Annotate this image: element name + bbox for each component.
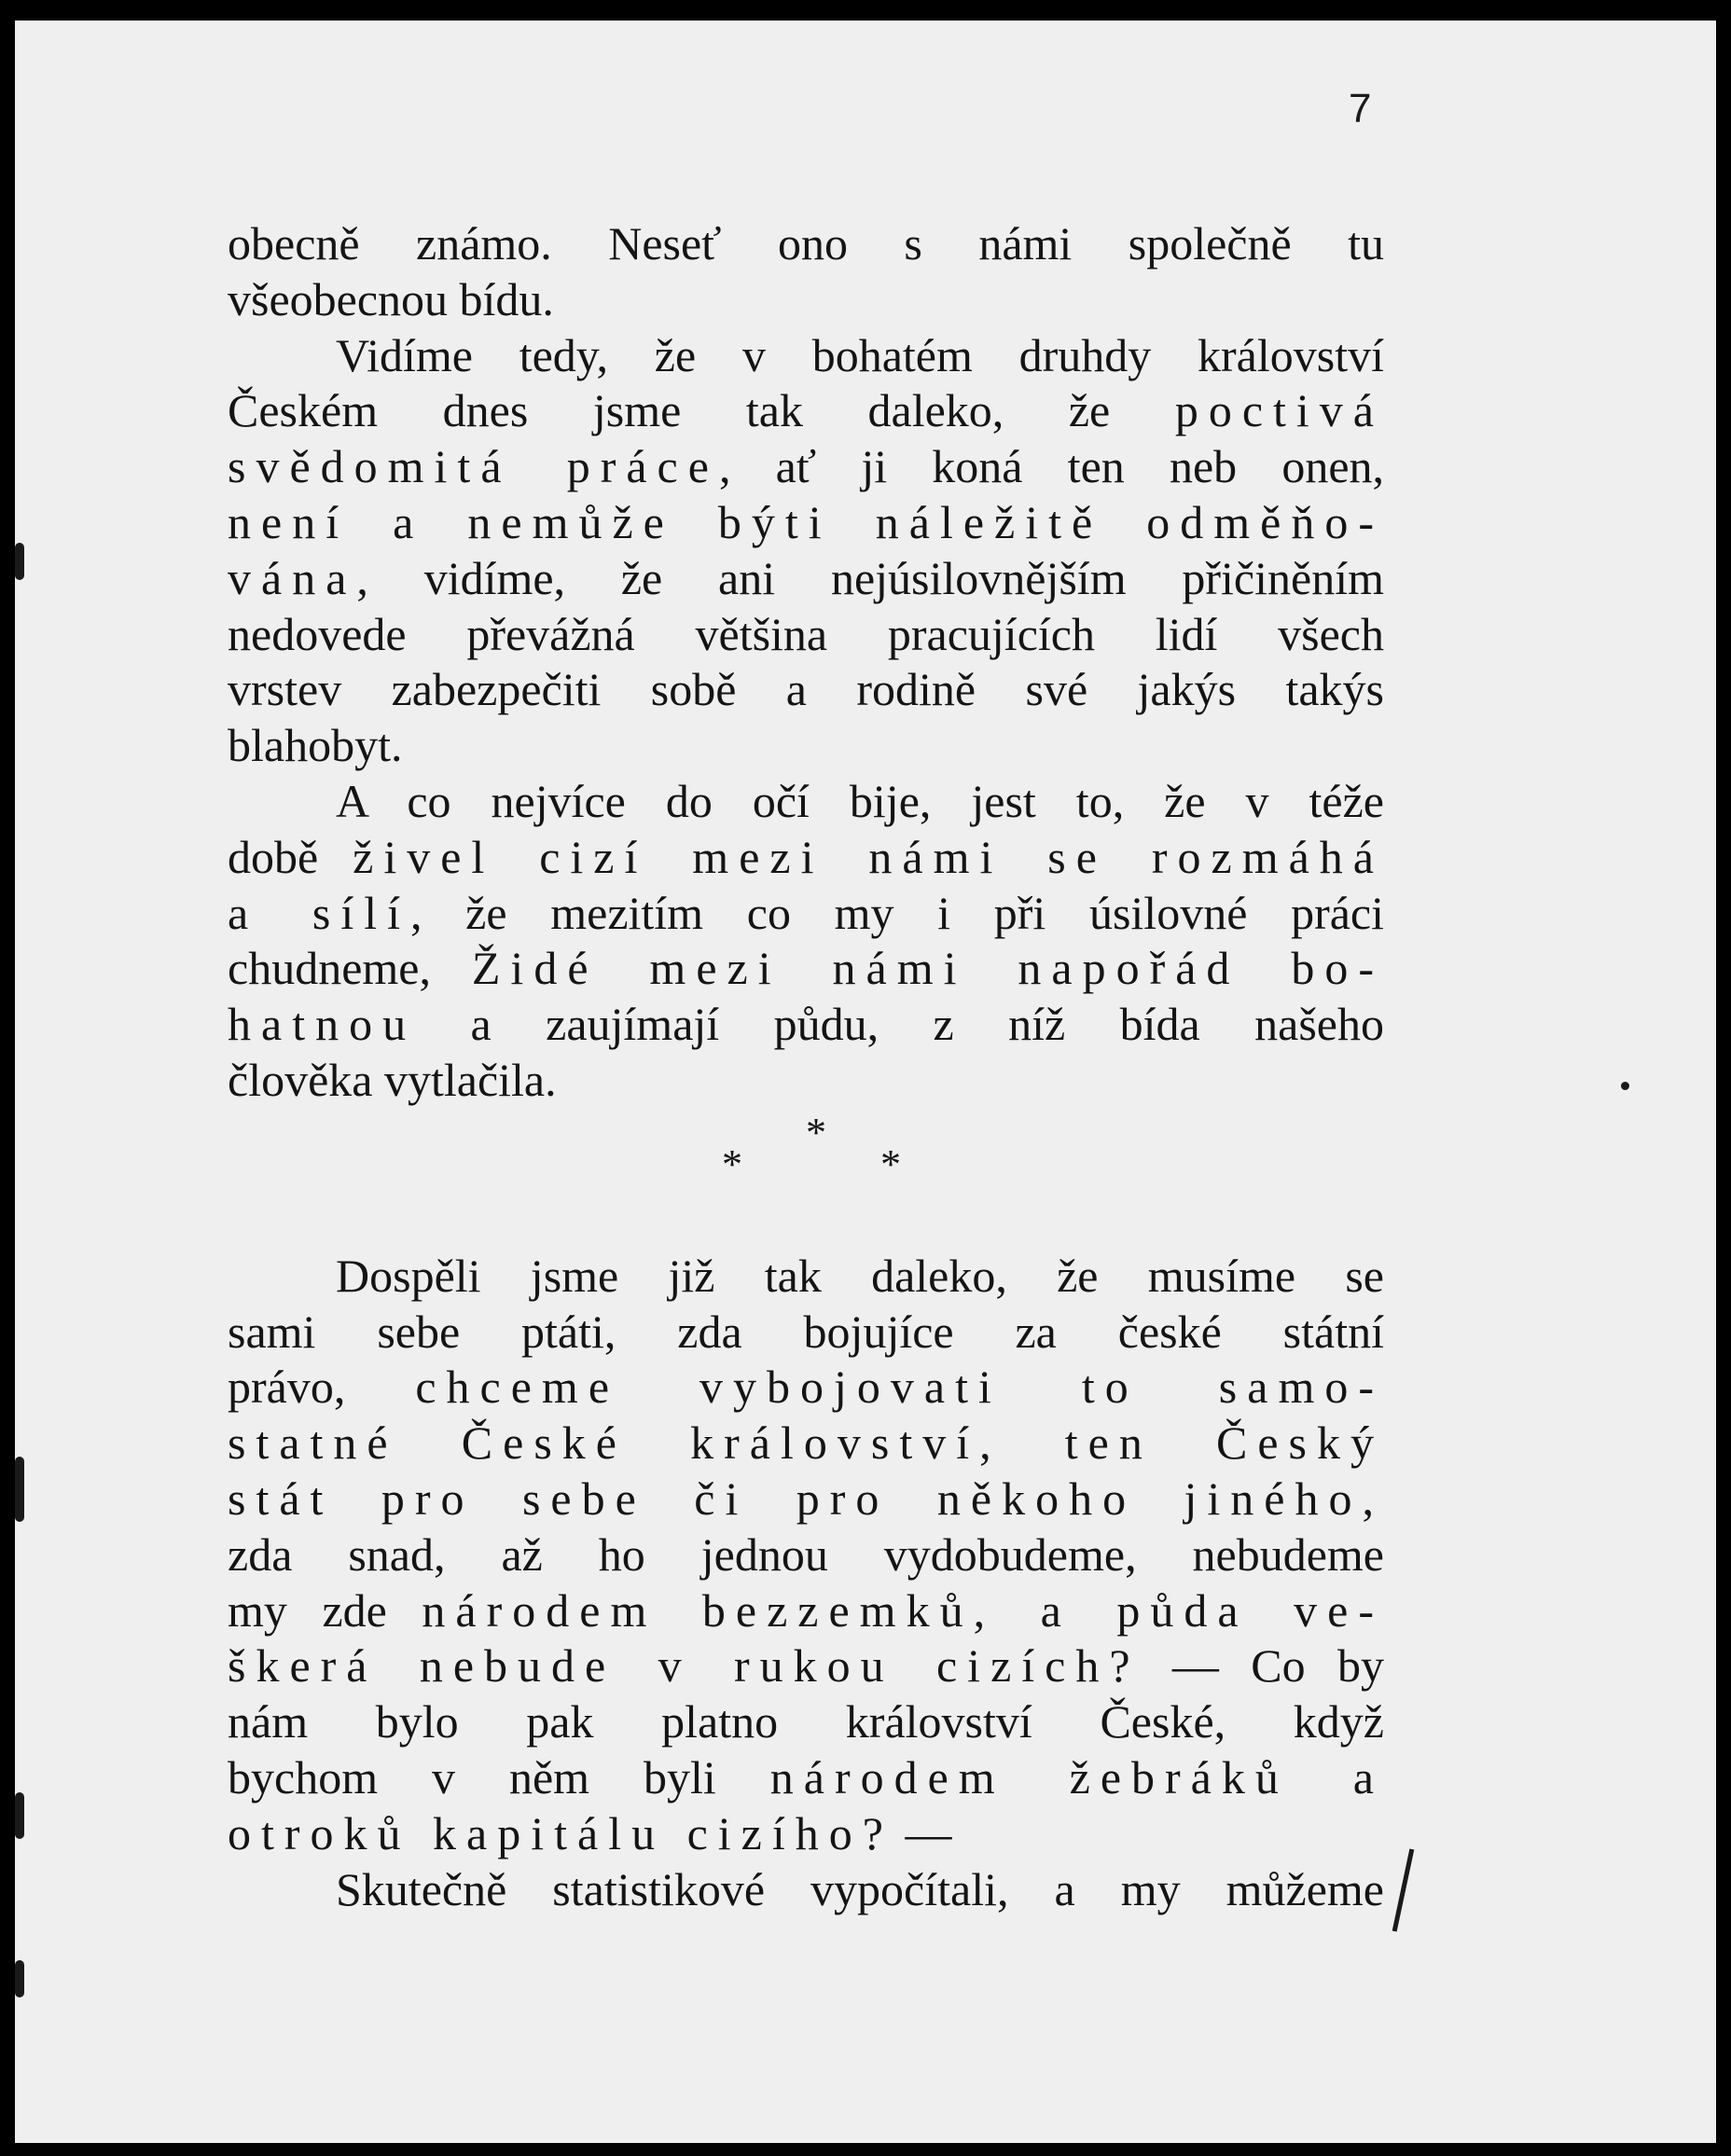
text-line: sami sebe ptáti, zda bojujíce za české státní xyxy=(228,1305,1384,1358)
text-line xyxy=(228,1583,1384,1639)
spaced-emphasis: vána xyxy=(228,551,357,604)
book-page xyxy=(15,21,1716,2143)
text-run: Českém dnes jsme tak daleko, že xyxy=(228,384,1175,437)
paragraph-3 xyxy=(228,774,1384,1109)
spaced-emphasis: stát pro sebe či pro někoho jiného, xyxy=(228,1472,1384,1525)
spaced-emphasis: národem bezzemků, a půda ve- xyxy=(422,1583,1384,1637)
spaced-emphasis: otroků kapitálu cizího? xyxy=(228,1806,893,1859)
text-line: A co nejvíce do očí bije, jest to, že v téže xyxy=(336,774,1384,827)
ink-stroke xyxy=(1392,1848,1415,1931)
paragraph-5 xyxy=(228,1862,1384,1918)
text-line: všeobecnou bídu. xyxy=(228,272,554,325)
spaced-emphasis: hatnou xyxy=(228,998,417,1051)
text-line xyxy=(228,383,1384,439)
asterisk: * xyxy=(880,1140,901,1187)
text-line xyxy=(228,830,1384,886)
text-run: , vidíme, že ani nejúsilovnějším přičiněním xyxy=(356,551,1384,604)
spaced-emphasis: poctivá xyxy=(1174,384,1384,437)
text-line xyxy=(228,997,1384,1053)
text-run: — xyxy=(893,1806,952,1859)
paragraph-4 xyxy=(228,1249,1384,1862)
text-line xyxy=(228,1750,1384,1806)
text-line xyxy=(228,1806,1384,1862)
page-number: 7 xyxy=(1349,86,1372,131)
spaced-emphasis: není a nemůže býti náležitě odměňo- xyxy=(228,495,1384,548)
text-line: vrstev zabezpečiti sobě a rodině své jakýs takýs xyxy=(228,663,1384,716)
text-run: době xyxy=(228,830,353,883)
text-run: bychom v něm byli xyxy=(228,1750,770,1804)
text-run: právo, xyxy=(228,1361,416,1414)
spaced-emphasis: statné České království, ten Český xyxy=(228,1417,1384,1470)
text-line: Skutečně statistikové vypočítali, a my můžeme xyxy=(336,1862,1384,1915)
spaced-emphasis: škerá nebude v rukou cizích? xyxy=(228,1639,1141,1693)
text-run: chudneme, xyxy=(228,942,472,995)
text-line xyxy=(228,886,1384,942)
text-line: obecně známo. Neseť ono s námi společně tu xyxy=(228,217,1384,270)
spaced-emphasis: svědomitá práce xyxy=(228,440,719,493)
spaced-emphasis: Židé mezi námi napořád bo- xyxy=(471,942,1384,995)
binding-mark xyxy=(15,1457,24,1522)
asterisk: * xyxy=(806,1109,826,1155)
spaced-emphasis: chceme vybojovati to samo- xyxy=(415,1361,1384,1414)
binding-mark xyxy=(15,543,24,580)
text-line xyxy=(228,495,1384,551)
text-run: my zde xyxy=(228,1583,422,1637)
text-run: , že mezitím co my i při úsilovné práci xyxy=(410,886,1384,939)
section-separator xyxy=(228,1109,1384,1249)
text-line xyxy=(228,439,1384,495)
text-line: Vidíme tedy, že v bohatém druhdy království xyxy=(336,328,1384,381)
text-line: nám bylo pak platno království České, když xyxy=(228,1695,1384,1748)
spaced-emphasis: živel cizí mezi námi se rozmáhá xyxy=(353,830,1384,883)
text-line: zda snad, až ho jednou vydobudeme, nebudeme xyxy=(228,1527,1384,1581)
binding-mark xyxy=(15,1792,24,1839)
asterisk: * xyxy=(722,1140,742,1187)
paragraph-2 xyxy=(228,328,1384,774)
text-line xyxy=(228,1360,1384,1416)
text-line xyxy=(228,1416,1384,1472)
text-line: člověka vytlačila. xyxy=(228,1053,557,1106)
paragraph-1 xyxy=(228,216,1384,328)
text-run: a zaujímají půdu, z níž bída našeho xyxy=(416,998,1384,1051)
text-line xyxy=(228,1472,1384,1527)
text-line: nedovede převážná většina pracujících lidí všech xyxy=(228,607,1384,660)
text-line: blahobyt. xyxy=(228,719,403,772)
text-line xyxy=(228,941,1384,997)
ink-dot xyxy=(1621,1082,1629,1090)
text-run: , ať ji koná ten neb onen, xyxy=(718,440,1385,493)
text-run: — Co by xyxy=(1140,1639,1384,1693)
body-text xyxy=(228,216,1384,1917)
spaced-emphasis: národem žebráků a xyxy=(769,1750,1384,1804)
text-line xyxy=(228,1638,1384,1694)
text-line: Dospěli jsme již tak daleko, že musíme se xyxy=(336,1249,1384,1302)
binding-mark xyxy=(15,1960,24,1997)
spaced-emphasis: a sílí xyxy=(228,886,410,939)
text-line xyxy=(228,551,1384,607)
